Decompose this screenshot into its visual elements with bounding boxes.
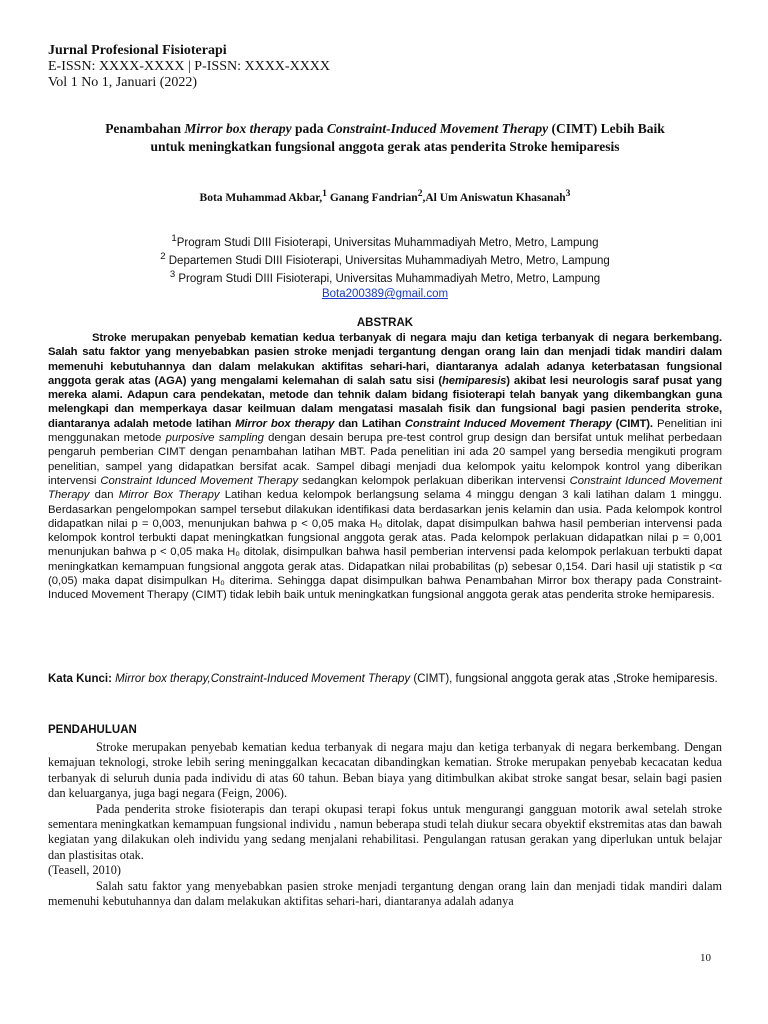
journal-volume: Vol 1 No 1, Januari (2022)	[48, 75, 198, 90]
keywords-label: Kata Kunci:	[48, 673, 112, 685]
paper-title	[48, 120, 722, 156]
abstract-text: Stroke merupakan penyebab kematian kedua terbanyak di negara maju dan ketiga terbanyak di negara berkembang. Salah satu faktor yang menyebabkan pasien stroke menjadi tergantung dengan orang lain dan menjadi tidak mandiri dalam memenuhi kebutuhannya dan dalam melakukan aktifitas sehari-hari, diantaranya adalah adanya keterbatasan fungsional anggota gerak atas (AGA) yang mengalami kelemahan di salah satu sisi (	[48, 332, 722, 387]
intro-paragraph	[48, 802, 722, 864]
email-link[interactable]: Bota200389@gmail.com	[321, 288, 449, 300]
affiliation-3	[48, 268, 722, 286]
author-sup: 1	[322, 188, 327, 199]
author-name: Ganang Fandrian	[326, 191, 418, 204]
affiliation-sup: 2	[160, 250, 166, 262]
abstract-italic: Constraint Idunced Movement Therapy	[100, 474, 299, 487]
journal-header	[48, 43, 330, 91]
affiliation-text: Program Studi DIII Fisioterapi, Universitas Muhammadiyah Metro, Metro, Lampung	[176, 236, 599, 249]
abstract-italic: Constraint Induced Movement Therapy	[404, 417, 612, 430]
affiliations	[48, 232, 722, 285]
keywords-italic: Mirror box therapy,Constraint-Induced Movement Therapy	[111, 673, 411, 685]
abstract-text: Penelitian ini menggunakan metode	[48, 417, 723, 445]
abstract-text: ) akibat lesi neurologis saraf pusat yang mereka alami. Adapun cara pendekatan, metode dan tehnik dalam bidang fisioterapi telah banyak yang dikembangkan guna melengkapi dan memperkaya dasar keilmuan dalam mengatasi masalah fisik dan fungsional bagi pasien penderita stroke, diantaranya adalah metode latihan	[48, 374, 722, 430]
intro-paragraph	[48, 740, 722, 802]
abstract-text: sedangkan kelompok perlakuan diberikan intervensi	[298, 474, 570, 487]
title-part: Constraint-Induced Movement Therapy	[326, 121, 549, 136]
affiliation-sup: 3	[169, 268, 176, 280]
author-name: Bota Muhammad Akbar,	[199, 191, 323, 204]
affiliation-2	[48, 250, 722, 268]
affiliation-1	[48, 232, 722, 250]
abstract-text: Latihan kedua kelompok berlangsung selama 4 minggu dengan 3 kali latihan dalam 1 minggu. Berdasarkan pengelompokan sampel tersebut dilakukan identifikasi data berdasarkan jenis kelamin dan usia. Pada kelompok kontrol didapatkan nilai p = 0,003, menunjukan bahwa p < 0,05 maka H₀ ditolak, dapat disimpulkan bahwa hasil pemberian intervensi pada kelompok kontrol terbukti dapat meningkatkan fungsional anggota gerak atas. Pada kelompok perlakuan didapatkan nilai p = 0,001 menunjukan bahwa p < 0,05 maka H₀ ditolak, disimpulkan bahwa hasil pemberian intervensi pada kelompok perlakuan terbukti dapat meningkatkan kemampuan fungsional anggota gerak atas. Didapatkan nilai probabilitas (p) sebesar 0,154. Dari hasil uji statistik p <α (0,05) maka dapat disimpulkan H₀ diterima. Sehingga dapat disimpulkan bahwa Penambahan Mirror box therapy pada Constraint-Induced Movement Therapy (CIMT) tidak lebih baik untuk meningkatkan fungsional anggota gerak atas penderita stroke hemiparesis.	[48, 489, 722, 602]
abstract-italic: hemiparesis	[441, 374, 507, 387]
title-part: Mirror box therapy	[184, 121, 292, 136]
intro-text: Pada penderita stroke fisioterapis dan terapi okupasi terapi fokus untuk mengurangi gangguan motorik awal setelah stroke sementara meningkatkan kemampuan fungsional individu , namun beberapa studi telah diukur secara obyektif ekstremitas atas dan bawah kegiatan yang dilakukan oleh individu yang sedang menjalani rehabilitasi. Pengulangan ratusan gerakan yang diperlukan untuk belajar dan plastisitas otak.	[48, 801, 722, 862]
abstract-heading: ABSTRAK	[356, 317, 414, 329]
abstract-body	[48, 331, 722, 603]
title-part: pada	[291, 121, 327, 136]
keywords	[48, 668, 722, 690]
abstract-text: (CIMT).	[611, 417, 653, 430]
journal-name: Jurnal Profesional Fisioterapi	[48, 43, 227, 58]
intro-text: Salah satu faktor yang menyebabkan pasien stroke menjadi tergantung dengan orang lain dan menjadi tidak mandiri dalam memenuhi kebutuhannya dan dalam melakukan aktifitas sehari-hari, diantaranya adalah adanya	[48, 878, 722, 909]
abstract-italic: Mirror Box Therapy	[118, 489, 220, 502]
affiliation-text: Departemen Studi DIII Fisioterapi, Universitas Muhammadiyah Metro, Metro, Lampung	[165, 254, 610, 267]
abstract-bold-part	[48, 332, 722, 430]
title-part: Penambahan	[105, 121, 185, 136]
affiliation-text: Program Studi DIII Fisioterapi, Universitas Muhammadiyah Metro, Metro, Lampung	[175, 272, 601, 285]
page-number: 10	[700, 952, 711, 964]
author-list	[48, 188, 722, 204]
abstract-italic: Constraint Idunced Movement Therapy	[48, 474, 722, 502]
intro-citation: (Teasell, 2010)	[48, 863, 121, 878]
author-sup: 3	[565, 188, 571, 199]
intro-text: Stroke merupakan penyebab kematian kedua terbanyak di negara maju dan ketiga terbanyak di negara berkembang. Dengan kemajuan teknologi, stroke lebih sering meninggalkan kecacatan dibandingkan kematian. Stroke merupakan penyebab kecacatan kedua terbanyak di seluruh dunia pada individu di atas 60 tahun. Beban biaya yang ditimbulkan akibat stroke sangat besar, selain bagi pasien dan keluarganya, juga bagi negara (Feign, 2006).	[48, 740, 722, 801]
section-heading: PENDAHULUAN	[48, 724, 137, 736]
title-part: (CIMT) Lebih Baik	[548, 121, 665, 136]
intro-paragraph	[48, 879, 722, 910]
author-name: ,Al Um Aniswatun Khasanah	[422, 191, 566, 204]
intro-body	[48, 740, 722, 909]
journal-issn: E-ISSN: XXXX-XXXX | P-ISSN: XXXX-XXXX	[48, 59, 331, 74]
abstract-text: dan	[89, 489, 119, 502]
abstract-text: dan Latihan	[334, 417, 405, 430]
title-part: untuk meningkatkan fungsional anggota gerak atas penderita Stroke hemiparesis	[150, 139, 620, 154]
author-sup: 2	[417, 188, 423, 199]
affiliation-sup: 1	[171, 233, 177, 244]
abstract-italic: Mirror box therapy	[235, 417, 335, 430]
keywords-text: (CIMT), fungsional anggota gerak atas ,Stroke hemiparesis.	[410, 673, 718, 685]
abstract-italic: purposive sampling	[165, 432, 264, 445]
abstract-text: dengan desain berupa pre-test control grup design dan bersifat untuk melihat perbedaan pengaruh pemberian CIMT dengan penambahan latihan MBT. Pada penelitian ini ada 20 sampel yang bersedia mengikuti program penelitian, sampel yang didapatkan bersifat acak. Sampel dibagi menjadi dua kelompok yaitu kelompok kontrol yang diberikan intervensi	[48, 432, 722, 487]
